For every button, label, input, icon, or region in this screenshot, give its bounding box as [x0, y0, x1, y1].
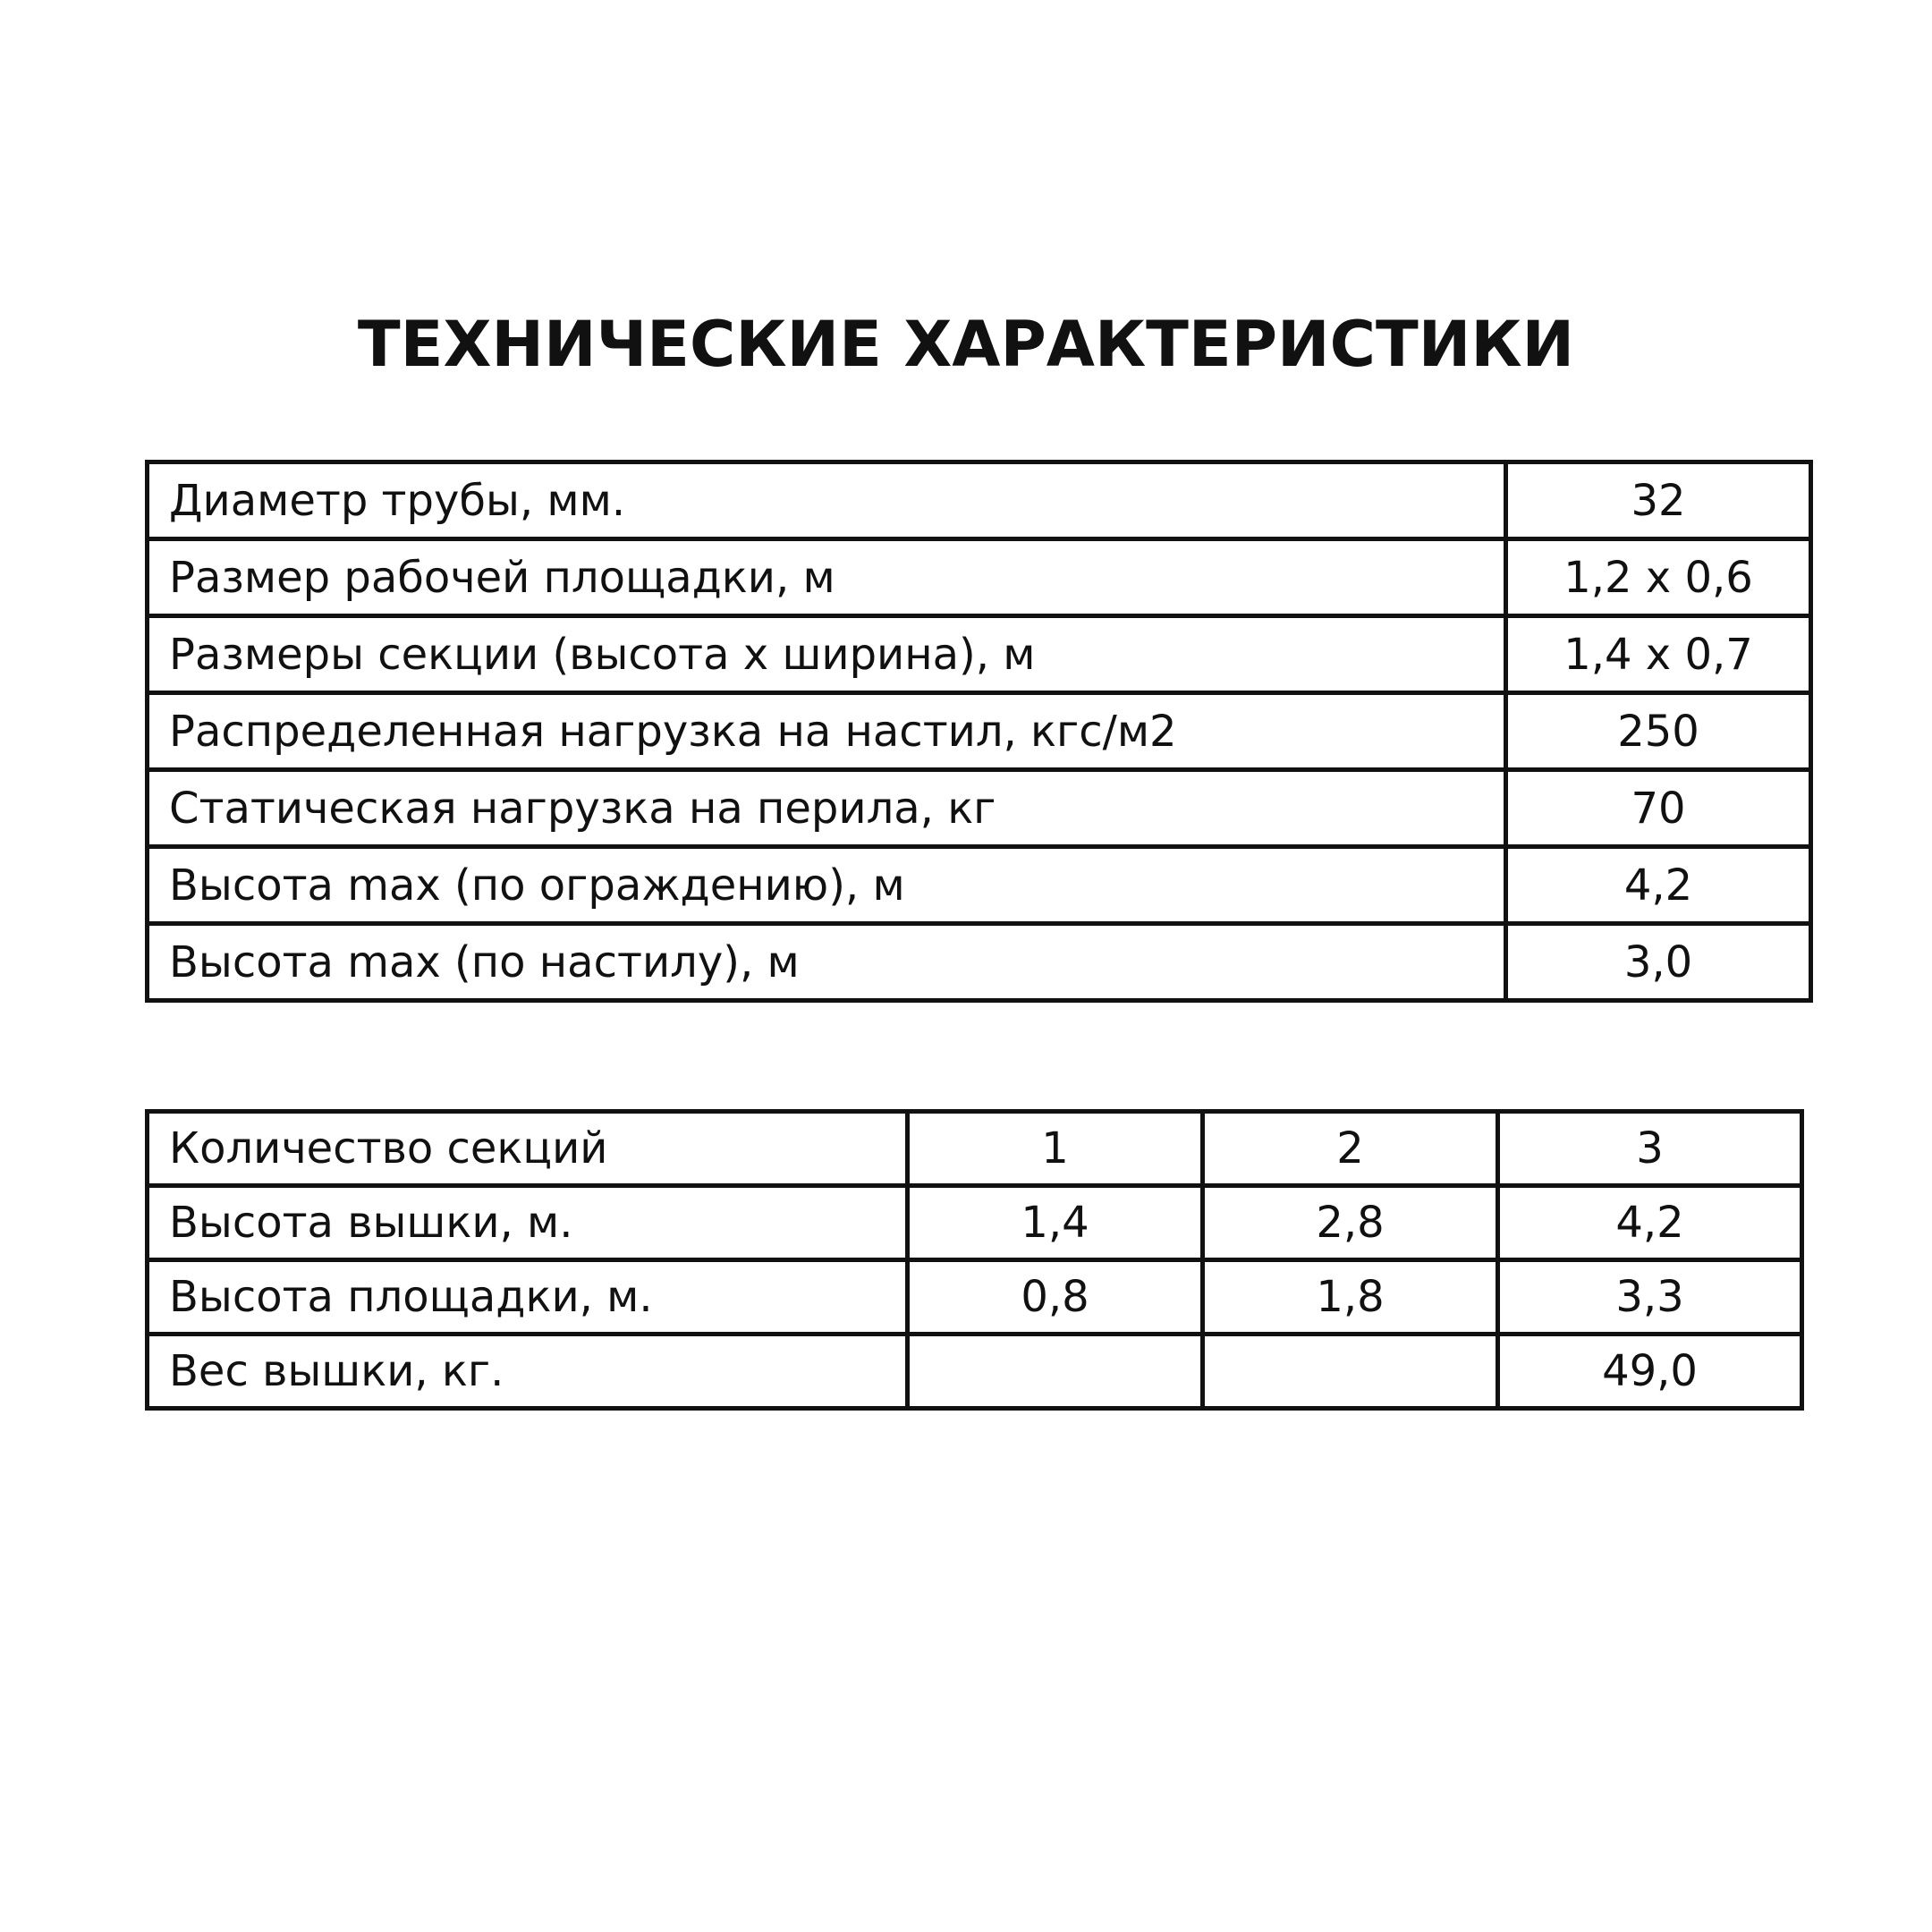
page-title: ТЕХНИЧЕСКИЕ ХАРАКТЕРИСТИКИ — [357, 308, 1575, 381]
table-row — [148, 1260, 1802, 1335]
cell-value: 49,0 — [1498, 1335, 1802, 1409]
spec-label: Высота max (по настилу), м — [148, 924, 1506, 1001]
spec-label: Диаметр трубы, мм. — [148, 462, 1506, 539]
cell-value: 0,8 — [908, 1260, 1203, 1335]
sections-table — [145, 1109, 1804, 1411]
cell-value: 1,4 — [908, 1186, 1203, 1260]
cell-value: 2,8 — [1203, 1186, 1498, 1260]
spec-label: Размеры секции (высота х ширина), м — [148, 616, 1506, 693]
row-label: Вес вышки, кг. — [148, 1335, 908, 1409]
cell-value — [908, 1335, 1203, 1409]
table-row — [148, 1335, 1802, 1409]
table-header-row — [148, 1112, 1802, 1186]
table-row — [148, 616, 1811, 693]
specs-table — [145, 460, 1813, 1003]
cell-value: 1,8 — [1203, 1260, 1498, 1335]
spec-label: Высота max (по ограждению), м — [148, 847, 1506, 924]
cell-value — [1203, 1335, 1498, 1409]
table-row — [148, 693, 1811, 770]
sections-count-value: 3 — [1498, 1112, 1802, 1186]
sections-count-value: 2 — [1203, 1112, 1498, 1186]
table-row — [148, 924, 1811, 1001]
table-row — [148, 770, 1811, 847]
table-row — [148, 462, 1811, 539]
spec-label: Размер рабочей площадки, м — [148, 539, 1506, 616]
table-row — [148, 1186, 1802, 1260]
sections-count-value: 1 — [908, 1112, 1203, 1186]
table-row — [148, 539, 1811, 616]
row-label: Высота площадки, м. — [148, 1260, 908, 1335]
sections-count-label: Количество секций — [148, 1112, 908, 1186]
spec-value: 1,2 х 0,6 — [1506, 539, 1811, 616]
row-label: Высота вышки, м. — [148, 1186, 908, 1260]
spec-value: 32 — [1506, 462, 1811, 539]
spec-label: Статическая нагрузка на перила, кг — [148, 770, 1506, 847]
spec-value: 250 — [1506, 693, 1811, 770]
spec-value: 4,2 — [1506, 847, 1811, 924]
cell-value: 4,2 — [1498, 1186, 1802, 1260]
spec-label: Распределенная нагрузка на настил, кгс/м2 — [148, 693, 1506, 770]
cell-value: 3,3 — [1498, 1260, 1802, 1335]
table-row — [148, 847, 1811, 924]
spec-value: 70 — [1506, 770, 1811, 847]
spec-value: 1,4 х 0,7 — [1506, 616, 1811, 693]
spec-value: 3,0 — [1506, 924, 1811, 1001]
